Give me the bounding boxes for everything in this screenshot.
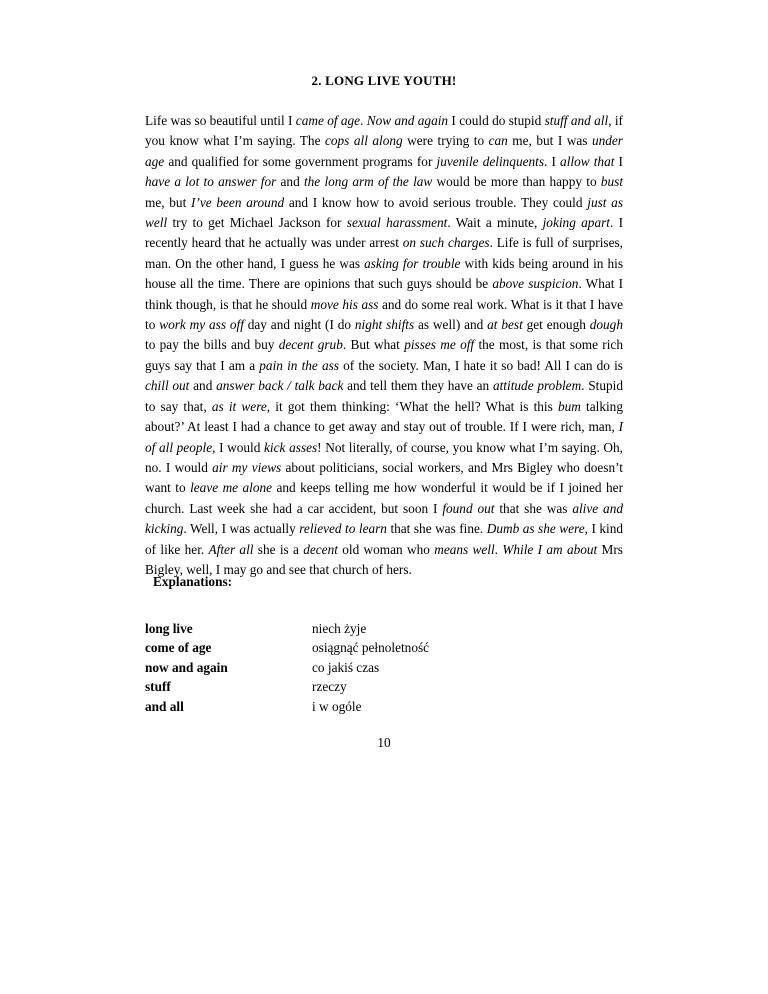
italic-phrase: the long arm of the law [303,174,433,190]
text-run: , it got them thinking: ‘What the hell? What is this [266,398,558,414]
italic-phrase: asking for trouble [364,255,461,271]
text-run: as well) and [414,317,488,333]
italic-phrase: juvenile delinquents [436,153,545,169]
glossary-definition: rzeczy [312,679,347,695]
text-run: and tell them they have an [343,378,493,394]
italic-phrase: Now and again [366,113,449,128]
text-run: , if you know what I’m saying. The [145,113,623,149]
glossary-definition: co jakiś czas [312,659,380,675]
italic-phrase: found out [442,500,495,516]
glossary-row [145,638,623,657]
italic-phrase: answer back / talk back [216,378,344,394]
text-run: . Stupid to say that, [145,378,623,414]
text-run: I could do stupid [448,113,545,128]
italic-phrase: attitude problem [492,378,582,394]
glossary-row [145,697,623,716]
text-run: Mrs Bigley, well, I may go and see that church of hers. [145,541,623,577]
glossary-term: and all [145,698,184,714]
italic-phrase: While I am about [502,541,598,557]
text-run: and qualified for some government programs for [164,153,437,169]
italic-phrase: leave me alone [190,480,273,496]
italic-phrase: on such charges [402,235,490,251]
text-run: me, but [145,194,191,210]
text-run: that she was fine. [386,521,487,537]
text-run: and keeps telling me how wonderful it would be if I joined her church. Last week she had a car accident, but soon I [145,480,623,516]
italic-phrase: chill out [145,378,190,394]
italic-phrase: under age [145,133,623,169]
italic-phrase: cops all along [324,133,403,149]
glossary-definition: osiągnąć pełnoletność [312,640,430,656]
text-run: talking about?’ At least I had a chance to get away and stay out of trouble. If I were rich, man, [145,398,623,435]
italic-phrase: at best [487,317,523,333]
glossary-definition: i w ogóle [312,698,362,714]
italic-phrase: bust [600,174,624,190]
text-run: me, but I was [507,133,592,149]
italic-phrase: Dumb as she were [486,521,585,537]
italic-phrase: can [488,133,508,149]
text-run: ! Not literally, of course, you know what I’m saying. Oh, no. I would [145,439,623,475]
text-run: . Life is full of surprises, man. On the other hand, I guess he was [145,235,623,271]
italic-phrase: air my views [212,459,282,475]
text-run: would be more than happy to [432,174,601,190]
text-run: I [614,153,623,169]
text-run: of the society. Man, I hate it so bad! All I can do is [338,357,623,373]
italic-phrase: work my ass off [159,317,244,333]
italic-phrase: relieved to learn [299,521,387,537]
text-run: . [360,113,367,128]
text-run: Life was so beautiful until I [145,113,296,128]
italic-phrase: I’ve been around [191,194,285,210]
italic-phrase: sexual harassment [346,215,448,231]
text-run: with kids being around in his house all the time. There are opinions that such guys should be [145,255,624,292]
text-run: , I would [212,439,265,455]
text-run: about politicians, social workers, and Mrs Bigley who doesn’t want to [145,459,624,496]
glossary-term: come of age [145,640,212,656]
text-run: that she was [494,500,573,516]
italic-phrase: dough [589,317,623,333]
italic-phrase: decent grub [278,337,343,353]
text-run: and I know how to avoid serious trouble. They could [284,194,588,210]
glossary-definition: niech żyje [312,621,367,636]
glossary-row [145,658,623,677]
italic-phrase: allow that [560,153,615,169]
italic-phrase: above suspicion [492,276,579,292]
italic-phrase: After all [208,541,254,557]
text-run: to pay the bills and buy [145,337,279,353]
text-run: the most, is that some rich guys say that I am a [145,337,623,373]
italic-phrase: decent [303,541,338,557]
glossary-term: stuff [145,679,171,695]
glossary-term: long live [145,621,193,636]
italic-phrase: came of age [295,113,361,128]
text-run: , I kind of like her. [145,521,623,557]
italic-phrase: have a lot to answer for [145,174,277,190]
glossary-list [145,619,623,716]
italic-phrase: joking apart [542,215,610,231]
text-run: . [494,541,503,557]
italic-phrase: as it were [211,398,267,414]
italic-phrase: kick asses [264,439,318,455]
glossary-row [145,677,623,696]
text-run: . What I think though, is that he should [145,276,624,312]
text-run: were trying to [402,133,489,149]
text-run: . I recently heard that he actually was under arrest [145,215,624,251]
story-paragraph [145,111,623,580]
text-run: she is a [253,541,304,557]
text-run: and [276,174,304,190]
text-run: . Wait a minute, [447,215,543,231]
italic-phrase: means well [434,541,495,557]
text-run: . I [544,153,561,169]
glossary-term: now and again [145,659,228,675]
glossary-row [145,619,623,638]
text-run: try to get Michael Jackson for [167,215,347,231]
text-run: and [189,378,217,394]
chapter-title: 2. LONG LIVE YOUTH! [311,73,457,88]
text-run: . But what [342,337,405,353]
italic-phrase: night shifts [354,317,415,333]
text-run: . Well, I was actually [183,521,300,537]
italic-phrase: just as well [145,194,624,231]
italic-phrase: I of all people [145,419,623,455]
page-number: 10 [377,735,391,750]
text-run: day and night (I do [243,317,355,333]
italic-phrase: stuff and all [544,113,609,128]
italic-phrase: bum [557,398,581,414]
italic-phrase: move his ass [310,296,379,312]
text-run: and do some real work. What is it that I have to [145,296,623,333]
italic-phrase: pain in the ass [259,357,339,373]
text-run: old woman who [337,541,435,557]
italic-phrase: pisses me off [404,337,475,353]
explanations-heading: Explanations: [153,574,233,589]
italic-phrase: alive and kicking [145,500,623,537]
text-run: get enough [522,317,590,333]
